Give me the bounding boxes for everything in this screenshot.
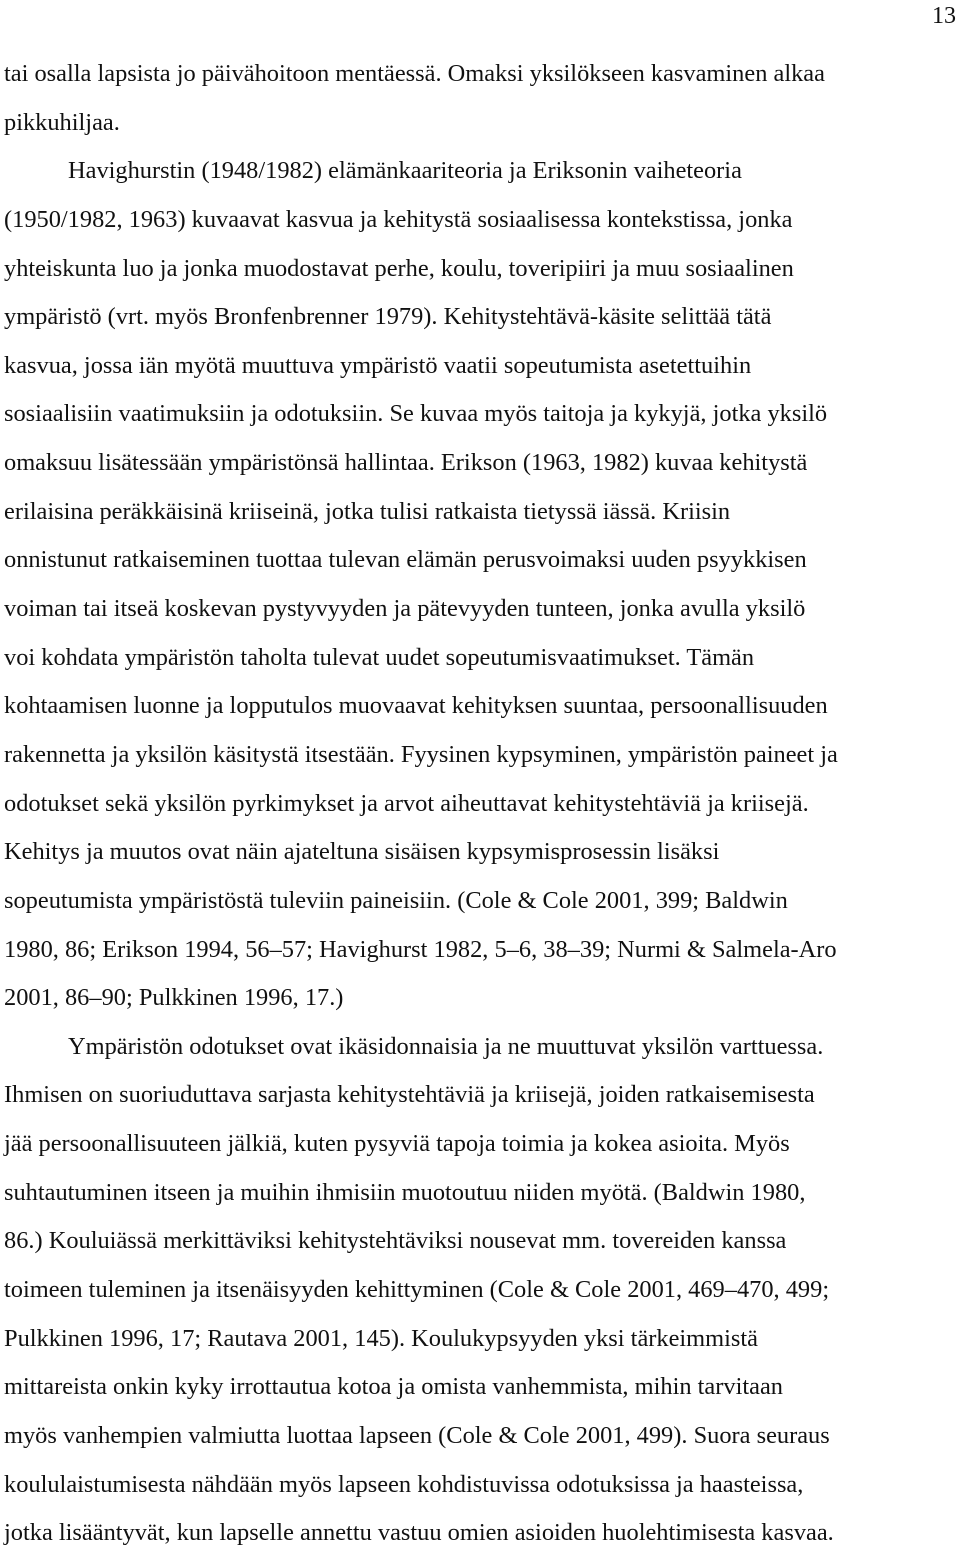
text-line: myös vanhempien valmiutta luottaa lapseen (Cole & Cole 2001, 499). Suora seuraus [4, 1421, 830, 1449]
text-line: koululaistumisesta nähdään myös lapseen kohdistuvissa odotuksissa ja haasteissa, [4, 1470, 804, 1498]
text-line: voiman tai itseä koskevan pystyvyyden ja pätevyyden tunteen, jonka avulla yksilö [4, 595, 806, 623]
body-text [4, 50, 956, 1558]
text-line: Ihmisen on suoriuduttava sarjasta kehitystehtäviä ja kriisejä, joiden ratkaisemisesta [4, 1081, 815, 1109]
text-line: ympäristö (vrt. myös Bronfenbrenner 1979). Kehitystehtävä-käsite selittää tätä [4, 303, 772, 331]
text-line: toimeen tuleminen ja itsenäisyyden kehittyminen (Cole & Cole 2001, 469–470, 499; [4, 1276, 830, 1304]
text-line: 86.) Kouluiässä merkittäviksi kehitystehtäviksi nousevat mm. tovereiden kanssa [4, 1227, 787, 1255]
text-line: suhtautuminen itseen ja muihin ihmisiin muotoutuu niiden myötä. (Baldwin 1980, [4, 1178, 806, 1206]
text-line: sopeutumista ympäristöstä tuleviin paineisiin. (Cole & Cole 2001, 399; Baldwin [4, 886, 788, 914]
text-line: pikkuhiljaa. [4, 108, 120, 136]
text-line: Kehitys ja muutos ovat näin ajateltuna sisäisen kypsymisprosessin lisäksi [4, 838, 720, 866]
text-line: sosiaalisiin vaatimuksiin ja odotuksiin. Se kuvaa myös taitoja ja kykyjä, jotka yksilö [4, 400, 828, 428]
text-line: jää persoonallisuuteen jälkiä, kuten pysyviä tapoja toimia ja kokea asioita. Myös [4, 1130, 790, 1158]
page-number: 13 [932, 3, 956, 29]
text-line: tai osalla lapsista jo päivähoitoon mentäessä. Omaksi yksilökseen kasvaminen alkaa [4, 60, 825, 87]
text-line: 1980, 86; Erikson 1994, 56–57; Havighurst 1982, 5–6, 38–39; Nurmi & Salmela-Aro [4, 935, 837, 963]
text-line: Pulkkinen 1996, 17; Rautava 2001, 145). Koulukypsyyden yksi tärkeimmistä [4, 1324, 759, 1352]
text-line: odotukset sekä yksilön pyrkimykset ja arvot aiheuttavat kehitystehtäviä ja kriisejä. [4, 789, 809, 817]
text-line: (1950/1982, 1963) kuvaavat kasvua ja kehitystä sosiaalisessa kontekstissa, jonka [4, 205, 793, 233]
text-line: kohtaamisen luonne ja lopputulos muovaavat kehityksen suuntaa, persoonallisuuden [4, 692, 828, 720]
text-line: rakennetta ja yksilön käsitystä itsestään. Fyysinen kypsyminen, ympäristön paineet ja [4, 740, 838, 768]
text-line: voi kohdata ympäristön taholta tulevat uudet sopeutumisvaatimukset. Tämän [4, 643, 755, 671]
text-line: omaksuu lisätessään ympäristönsä hallintaa. Erikson (1963, 1982) kuvaa kehitystä [4, 449, 808, 477]
text-line: Ympäristön odotukset ovat ikäsidonnaisia ja ne muuttuvat yksilön varttuessa. [68, 1032, 824, 1060]
text-line: kasvua, jossa iän myötä muuttuva ympäristö vaatii sopeutumista asetettuihin [4, 351, 752, 379]
text-line: onnistunut ratkaiseminen tuottaa tulevan elämän perusvoimaksi uuden psyykkisen [4, 546, 807, 574]
text-line: erilaisina peräkkäisinä kriiseinä, jotka tulisi ratkaista tietyssä iässä. Kriisin [4, 497, 731, 525]
text-line: yhteiskunta luo ja jonka muodostavat perhe, koulu, toveripiiri ja muu sosiaalinen [4, 254, 794, 282]
text-line: 2001, 86–90; Pulkkinen 1996, 17.) [4, 984, 344, 1012]
text-line: Havighurstin (1948/1982) elämänkaariteoria ja Eriksonin vaiheteoria [68, 157, 742, 185]
text-line: mittareista onkin kyky irrottautua kotoa ja omista vanhemmista, mihin tarvitaan [4, 1373, 783, 1401]
text-line: jotka lisääntyvät, kun lapselle annettu vastuu omien asioiden huolehtimisesta kasvaa. [4, 1519, 834, 1547]
